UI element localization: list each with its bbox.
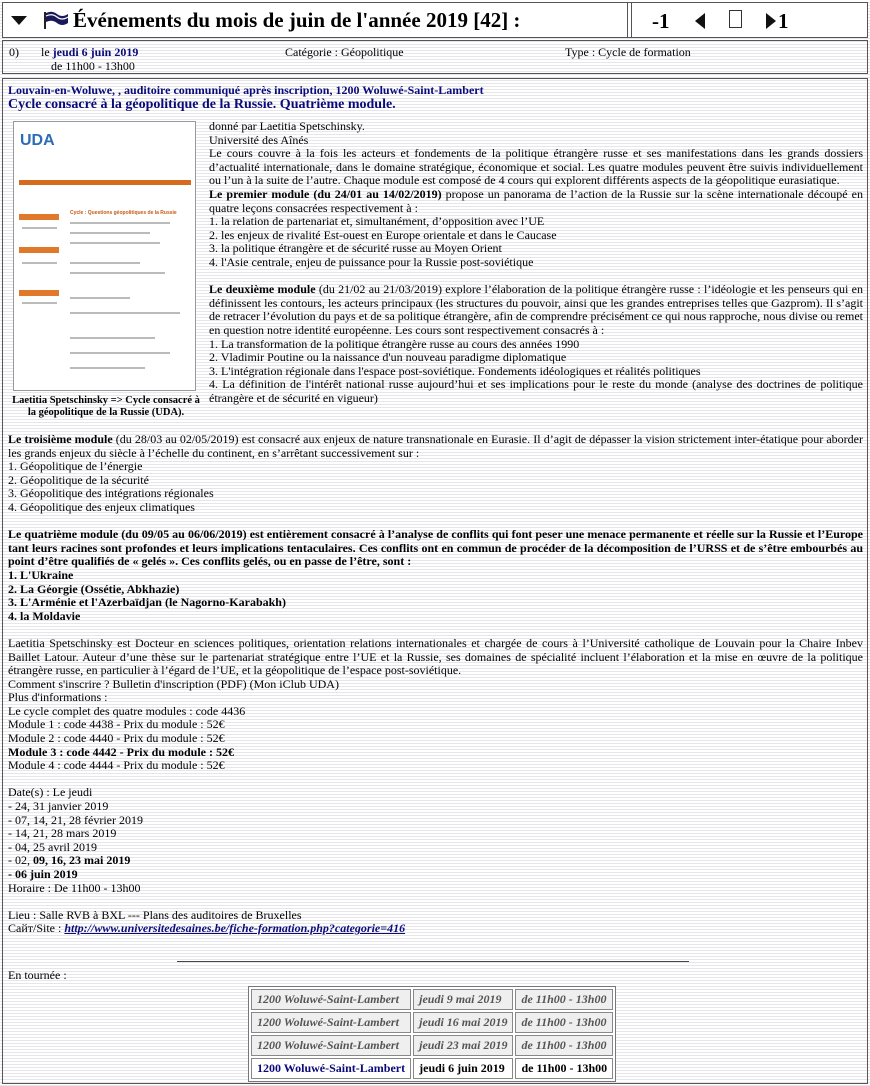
module-3-text: (du 28/03 au 02/05/2019) est consacré aux enjeux de nature transnationale en Eurasie. Il d’agit de dépasser la vision strictement inter-étatique pour aborder les grands enjeux du siècle à l’échelle du continent, en s’arrêtant successivement sur : — [8, 432, 863, 460]
module-1-item: 1. la relation de partenariat et, simultanément, d’opposition avec l’UE — [209, 214, 545, 229]
module-2-item: 4. La définition de l'intérêt national russe aujourd’hui et ses implications pour le reste du monde (analyse des doctrines de politique étrangère et de sécurité en vigueur) — [209, 377, 863, 405]
next-year-link[interactable]: 1 — [778, 9, 789, 33]
thumbnail-logo: UDA — [20, 132, 55, 149]
thumbnail-sidebar-block — [19, 247, 59, 253]
event-location: Louvain-en-Woluwe, , auditoire communiqué après inscription, 1200 Woluwé-Saint-Lambert — [8, 83, 484, 97]
module-3-item: 4. Géopolitique des enjeux climatiques — [8, 499, 195, 514]
tour-place[interactable]: 1200 Woluwé-Saint-Lambert — [251, 1012, 411, 1033]
page-header — [2, 2, 868, 38]
thumbnail-heading: Cycle : Questions géopolitiques de la Russie — [70, 210, 177, 216]
module-1-heading: Le premier module (du 24/01 au 14/02/2019) — [209, 186, 442, 201]
given-by: donné par Laetitia Spetschinsky. — [209, 119, 365, 133]
module-2-heading: Le deuxième module — [209, 282, 316, 297]
module-3-section — [8, 433, 863, 936]
module-1-description — [209, 188, 863, 215]
table-row-current[interactable] — [251, 1058, 613, 1079]
flag-icon — [43, 11, 69, 29]
price-line-current: Module 3 : code 4442 - Prix du module : 52€ — [8, 744, 234, 759]
module-2-text: (du 21/02 au 21/03/2019) explore l’élaboration de la politique étrangère russe : l’idéologie et les penseurs qui en définissent les contours, les acteurs principaux (les structures du pouvoir, ainsi que les grandes entreprises telles que Gazprom). Il s’agit de retracer l’évolution du pays et de sa politique étrangère, afin de comprendre précisément ce qui nous rapproche, nous divise ou remet en question notre identité européenne. Les cours sont respectivement consacrés à : — [209, 282, 863, 337]
dates-label: Date(s) : Le jeudi — [8, 785, 93, 800]
module-4-item: 3. L'Arménie et l'Azerbaïdjan (le Nagorno-Karabakh) — [8, 595, 286, 610]
course-image-block — [8, 121, 204, 419]
image-caption: Laetitia Spetschinsky => Cycle consacré à la géopolitique de la Russie (UDA). — [12, 395, 200, 418]
event-type: Type : Cycle de formation — [565, 45, 691, 59]
module-4-description: Le quatrième module (du 09/05 au 06/06/2019) est entièrement consacré à l’analyse de conflits qui font peser une menace permanente et réelle sur la Russie et l’Europe tant leurs racines sont profondes et leurs implications tentaculaires. Ces conflits ont en commun de procéder de la décomposition de l’URSS et de s’être embourbés au point d’être qualifiés de « gelés ». Ces conflits gelés, ou en passe de l’être, sont : — [8, 527, 863, 569]
module-4-item: 2. La Géorgie (Ossétie, Abkhazie) — [8, 581, 180, 596]
event-time: de 11h00 - 13h00 — [51, 59, 135, 73]
tour-time: de 11h00 - 13h00 — [515, 1012, 613, 1033]
thumbnail-menu-bar — [19, 180, 191, 185]
previous-month-arrow-icon[interactable] — [695, 13, 705, 29]
date-line: - 07, 14, 21, 28 février 2019 — [8, 812, 143, 827]
module-3-heading: Le troisième module — [8, 432, 113, 446]
module-3-item: 1. Géopolitique de l’énergie — [8, 459, 143, 474]
price-line: Module 2 : code 4440 - Prix du module : 52€ — [8, 731, 225, 746]
thumbnail-text-line — [70, 242, 160, 244]
thumbnail-text-line — [70, 232, 150, 234]
date-line: - 04, 25 avril 2019 — [8, 839, 97, 854]
course-intro: Le cours couvre à la fois les acteurs et fondements de la politique étrangère russe et ses manifestations dans les grands dossiers d’actualité internationale, dans le domaine stratégique, économique et social. Les quatre modules peuvent être suivis individuellement ou l’un à la suite de l’autre. Chaque module est composé de 4 cours qui explorent différents aspects de la géopolitique eurasiatique. — [209, 146, 863, 188]
tour-date[interactable]: jeudi 23 mai 2019 — [413, 1035, 513, 1056]
table-row[interactable] — [251, 1035, 613, 1056]
tour-label: En tournée : — [8, 968, 67, 982]
next-month-arrow-icon[interactable] — [766, 13, 776, 29]
module-1-item: 2. les enjeux de rivalité Est-ouest en Europe orientale et dans le Caucase — [209, 227, 557, 242]
current-page-icon[interactable] — [729, 10, 742, 28]
thumbnail-text-line — [70, 272, 165, 274]
event-detail-panel — [2, 78, 868, 1084]
module-1-item: 4. l'Asie centrale, enjeu de puissance pour la Russie post-soviétique — [209, 254, 534, 269]
website-link[interactable]: http://www.universitedesaines.be/fiche-formation.php?categorie=416 — [64, 921, 406, 936]
event-date[interactable]: jeudi 6 juin 2019 — [52, 45, 139, 59]
course-thumbnail-image[interactable] — [13, 121, 196, 391]
date-line: - 24, 31 janvier 2019 — [8, 799, 109, 814]
price-line: Module 1 : code 4438 - Prix du module : 52€ — [8, 717, 225, 732]
speaker-bio: Laetitia Spetschinsky est Docteur en sciences politiques, orientation relations internationales et chargée de cours à l’Université catholique de Louvain pour la Chaire Inbev Baillet Latour. Auteur d’une thèse sur le partenariat stratégique entre l’UE et la Russie, ses domaines de spécialité incluent l’élaboration et la mise en œuvre de la politique étrangère russe, en particulier à l’égard de l’UE, et la géopolitique de l’espace post-soviétique. — [8, 635, 863, 678]
date-may-bold: 09, 16, 23 mai 2019 — [33, 853, 131, 868]
thumbnail-sidebar-block — [19, 214, 59, 220]
collapse-toggle-icon[interactable] — [11, 16, 27, 25]
thumbnail-text-line — [22, 302, 57, 304]
more-info-label: Plus d'informations : — [8, 690, 108, 705]
course-title: Cycle consacré à la géopolitique de la Russie. Quatrième module. — [8, 97, 396, 112]
website-label: Сайт/Site : — [8, 921, 65, 936]
price-line: Le cycle complet des quatre modules : code 4436 — [8, 703, 246, 718]
thumbnail-text-line — [70, 262, 140, 264]
thumbnail-sidebar-block — [19, 290, 59, 296]
price-line: Module 4 : code 4444 - Prix du module : 52€ — [8, 758, 225, 773]
course-description-right — [209, 120, 863, 405]
thumbnail-text-line — [22, 262, 57, 264]
tour-date[interactable]: jeudi 16 mai 2019 — [413, 1012, 513, 1033]
month-navigation — [631, 3, 867, 37]
tour-date[interactable]: jeudi 6 juin 2019 — [413, 1058, 513, 1079]
event-date-block — [41, 45, 138, 73]
event-date-prefix: le — [41, 45, 50, 59]
tour-table — [248, 986, 616, 1082]
thumbnail-text-line — [70, 337, 155, 339]
event-summary-row — [2, 40, 868, 74]
tour-time: de 11h00 - 13h00 — [515, 1035, 613, 1056]
thumbnail-text-line — [70, 297, 130, 299]
table-row[interactable] — [251, 989, 613, 1010]
thumbnail-text-line — [70, 222, 170, 224]
tour-place[interactable]: 1200 Woluwé-Saint-Lambert — [251, 1035, 411, 1056]
date-line-june: - 06 juin 2019 — [8, 867, 78, 881]
divider — [177, 961, 689, 962]
tour-time: de 11h00 - 13h00 — [515, 1058, 613, 1079]
module-3-item: 3. Géopolitique des intégrations régionales — [8, 486, 214, 501]
event-index: 0) — [9, 45, 19, 59]
module-2-item: 3. L'intégration régionale dans l'espace post-soviétique. Fondements idéologiques et réalités politiques — [209, 363, 701, 378]
previous-year-link[interactable]: -1 — [652, 9, 670, 33]
module-4-item: 1. L'Ukraine — [8, 567, 74, 582]
table-row[interactable] — [251, 1012, 613, 1033]
thumbnail-text-line — [22, 227, 57, 229]
website-line — [8, 922, 863, 936]
module-3-item: 2. Géopolitique de la sécurité — [8, 472, 149, 487]
registration-links[interactable]: Comment s'inscrire ? Bulletin d'inscription (PDF) (Mon iClub UDA) — [8, 676, 339, 691]
institution: Université des Aînés — [209, 132, 309, 147]
tour-place[interactable]: 1200 Woluwé-Saint-Lambert — [251, 989, 411, 1010]
module-2-description — [209, 283, 863, 337]
module-4-item: 4. la Moldavie — [8, 608, 81, 623]
header-title-cell — [3, 3, 628, 37]
tour-place[interactable]: 1200 Woluwé-Saint-Lambert — [251, 1058, 411, 1079]
module-1-item: 3. la politique étrangère et de sécurité russe au Moyen Orient — [209, 241, 502, 256]
tour-date[interactable]: jeudi 9 mai 2019 — [413, 989, 513, 1010]
module-2-item: 2. Vladimir Poutine ou la naissance d'un nouveau paradigme diplomatique — [209, 350, 567, 365]
date-line: - 14, 21, 28 mars 2019 — [8, 826, 117, 841]
tour-time: de 11h00 - 13h00 — [515, 989, 613, 1010]
schedule: Horaire : De 11h00 - 13h00 — [8, 880, 141, 895]
date-may-prefix: - 02, — [8, 853, 33, 868]
event-category: Catégorie : Géopolitique — [285, 45, 404, 59]
venue[interactable]: Lieu : Salle RVB à BXL --- Plans des auditoires de Bruxelles — [8, 907, 302, 922]
thumbnail-text-line — [70, 367, 145, 369]
module-2-item: 1. La transformation de la politique étrangère russe au cours des années 1990 — [209, 336, 580, 351]
module-3-description — [8, 433, 863, 460]
thumbnail-text-line — [70, 312, 180, 314]
page-title: Événements du mois de juin de l'année 2019 [42] : — [73, 8, 521, 32]
date-line-may — [8, 854, 863, 868]
thumbnail-text-line — [70, 352, 170, 354]
module-1-text: propose un panorama de l’action de la Russie sur la scène internationale découpé en quatre leçons consacrées respectivement à : — [209, 186, 863, 215]
